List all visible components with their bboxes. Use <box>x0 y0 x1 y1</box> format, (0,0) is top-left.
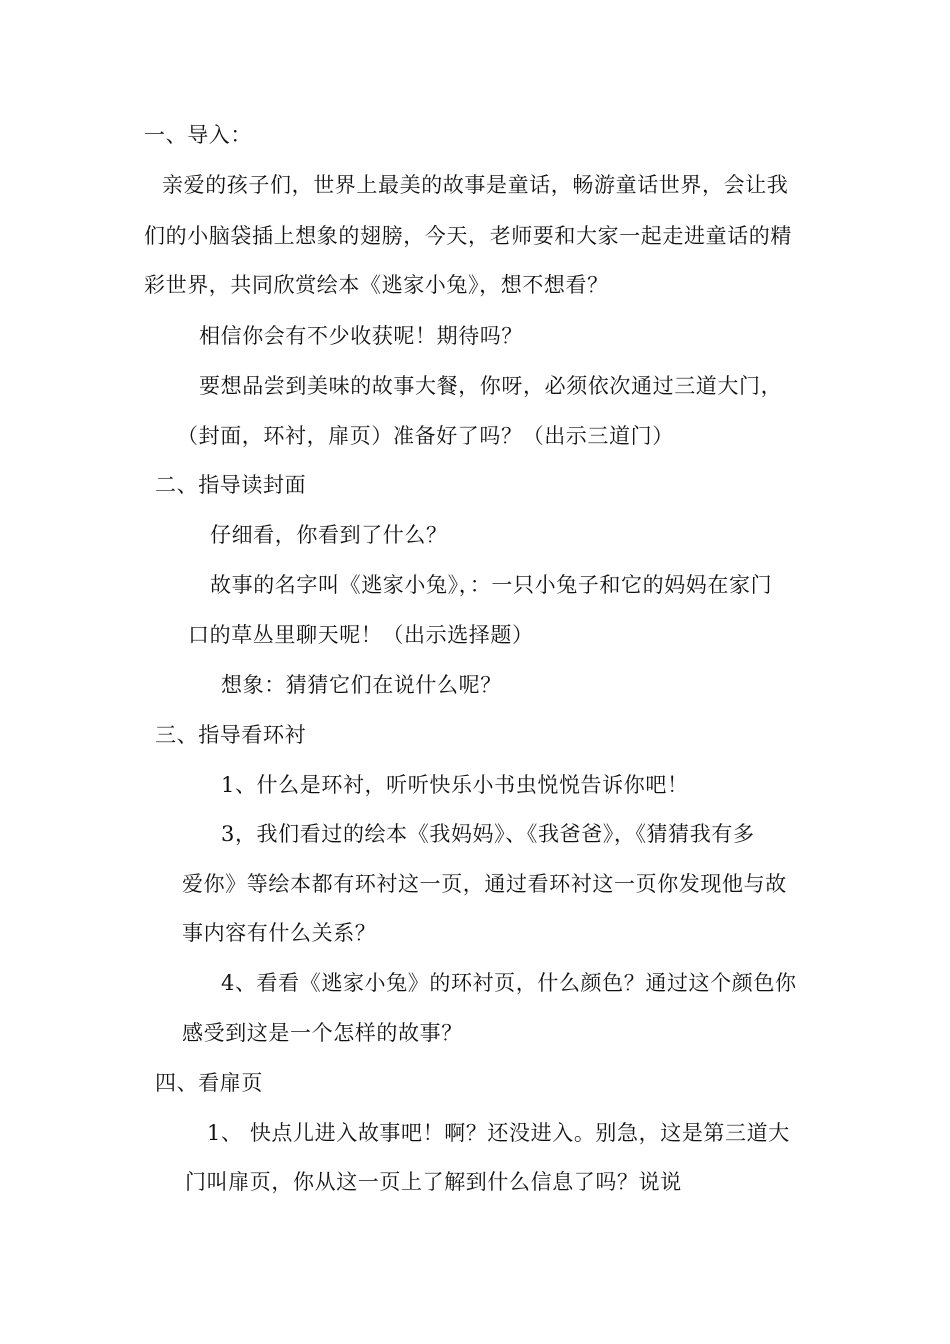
paragraph-line: 口的草丛里聊天呢！（出示选择题） <box>188 623 534 647</box>
paragraph-line: 想象：猜猜它们在说什么呢？ <box>221 673 502 697</box>
paragraph-line: 们的小脑袋插上想象的翅膀，今天，老师要和大家一起走进童话的精 <box>144 224 792 248</box>
section-heading-title-page: 四、看扉页 <box>155 1071 263 1095</box>
paragraph-line: 事内容有什么关系？ <box>182 921 377 945</box>
section-heading-endpaper: 三、指导看环衬 <box>155 723 307 747</box>
paragraph-line: 亲爱的孩子们，世界上最美的故事是童话，畅游童话世界，会让我 <box>162 173 789 197</box>
paragraph-line: 感受到这是一个怎样的故事？ <box>182 1021 463 1045</box>
paragraph-line: 爱你》等绘本都有环衬这一页，通过看环衬这一页你发现他与故 <box>182 872 787 896</box>
paragraph-line: 门叫扉页，你从这一页上了解到什么信息了吗？说说 <box>185 1170 682 1194</box>
paragraph-line: 相信你会有不少收获呢！期待吗？ <box>199 324 523 348</box>
paragraph-line: 1、 快点儿进入故事吧！啊？还没进入。别急，这是第三道大 <box>207 1121 790 1145</box>
paragraph-line: 故事的名字叫《逃家小兔》，：一只小兔子和它的妈妈在家门 <box>210 573 773 597</box>
section-heading-cover: 二、指导读封面 <box>155 473 307 497</box>
paragraph-line: 仔细看，你看到了什么？ <box>210 523 448 547</box>
paragraph-line: 要想品尝到美味的故事大餐，你呀，必须依次通过三道大门， <box>199 374 783 398</box>
paragraph-line: 1、什么是环衬，听听快乐小书虫悦悦告诉你吧！ <box>221 773 689 797</box>
paragraph-line: 4、看看《逃家小兔》的环衬页，什么颜色？通过这个颜色你 <box>221 971 797 995</box>
section-heading-intro: 一、导入： <box>144 123 252 147</box>
paragraph-line: （封面，环衬，扉页）准备好了吗？（出示三道门） <box>177 424 674 448</box>
paragraph-line: 彩世界，共同欣赏绘本《逃家小兔》，想不想看？ <box>144 273 609 297</box>
paragraph-line: 3，我们看过的绘本《我妈妈》、《我爸爸》，《猜猜我有多 <box>221 822 755 846</box>
